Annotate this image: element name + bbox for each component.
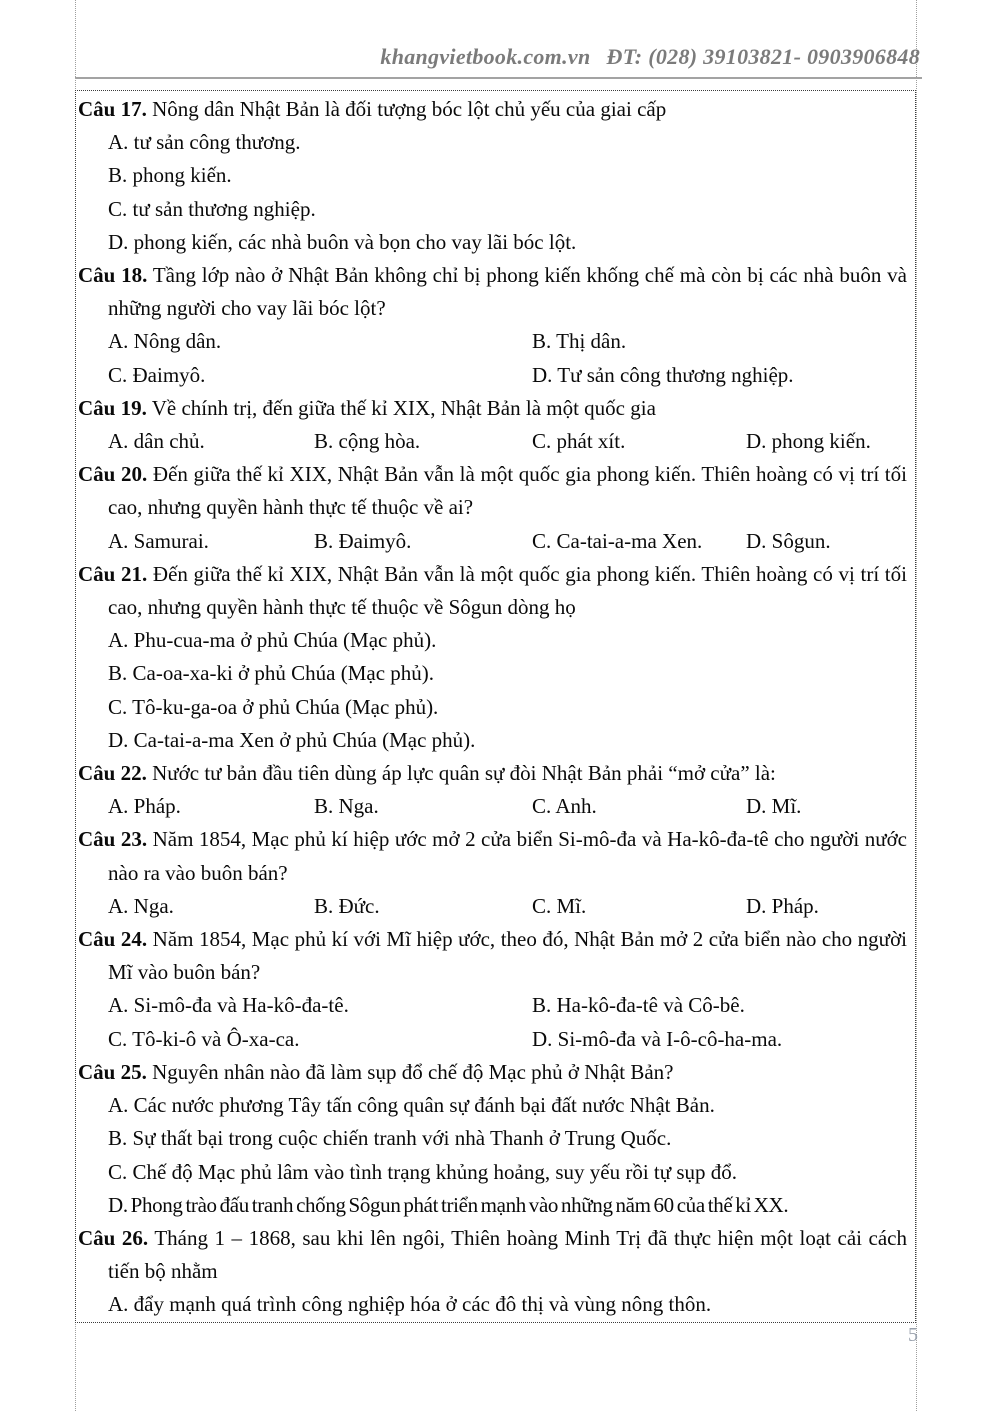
question-body: Về chính trị, đến giữa thế kỉ XIX, Nhật Bản là một quốc gia [151, 395, 656, 420]
page-number: 5 [908, 1324, 918, 1346]
option: A. Samurai. [108, 528, 209, 553]
question-number: Câu 18. [78, 263, 148, 288]
option: A. Si-mô-đa và Ha-kô-đa-tê. [108, 993, 349, 1018]
question-number: Câu 19. [78, 395, 147, 420]
option: B. cộng hòa. [314, 429, 421, 454]
question-block [78, 823, 907, 923]
option: D. Sôgun. [746, 528, 831, 553]
question-number: Câu 25. [78, 1059, 147, 1084]
question-text [78, 93, 907, 126]
option: D. Phong trào đấu tranh chống Sôgun phát triển mạnh vào những năm 60 của thế kỉ XX. [108, 1192, 789, 1217]
question-text [78, 823, 907, 889]
question-text [78, 458, 907, 524]
question-body: Tầng lớp nào ở Nhật Bản không chỉ bị phong kiến khống chế mà còn bị các nhà buôn và những người cho vay lãi bóc lột? [108, 263, 907, 321]
option: A. Phu-cua-ma ở phủ Chúa (Mạc phủ). [108, 628, 437, 653]
option: D. Si-mô-đa và I-ô-cô-ha-ma. [532, 1026, 783, 1051]
question-block [78, 757, 907, 823]
option: B. phong kiến. [108, 163, 232, 188]
option: A. đẩy mạnh quá trình công nghiệp hóa ở các đô thị và vùng nông thôn. [108, 1292, 712, 1317]
option: D. Ca-tai-a-ma Xen ở phủ Chúa (Mạc phủ). [108, 727, 476, 752]
option: D. phong kiến, các nhà buôn và bọn cho vay lãi bóc lột. [108, 229, 577, 254]
option: C. phát xít. [532, 429, 626, 454]
option: C. Tô-ki-ô và Ô-xa-ca. [108, 1026, 300, 1051]
option: C. tư sản thương nghiệp. [108, 196, 316, 221]
question-block [78, 259, 907, 392]
question-body: Nông dân Nhật Bản là đối tượng bóc lột chủ yếu của giai cấp [152, 97, 667, 121]
question-block [78, 392, 907, 458]
question-text [78, 558, 907, 624]
question-block [78, 923, 907, 1056]
header-divider-line [75, 77, 922, 79]
option: D. Mĩ. [746, 794, 802, 819]
question-body: Năm 1854, Mạc phủ kí với Mĩ hiệp ước, theo đó, Nhật Bản mở 2 cửa biển nào cho người Mĩ vào buôn bán? [108, 927, 908, 985]
question-text [78, 1056, 907, 1089]
option: D. phong kiến. [746, 429, 871, 454]
options-list [78, 989, 907, 1055]
option: B. Đức. [314, 893, 380, 918]
option: B. Nga. [314, 794, 379, 819]
question-block [78, 558, 907, 757]
question-body: Năm 1854, Mạc phủ kí hiệp ước mở 2 cửa biển Si-mô-đa và Ha-kô-đa-tê cho người nước nào ra vào buôn bán? [108, 827, 907, 885]
question-block [78, 93, 907, 259]
question-body: Tháng 1 – 1868, sau khi lên ngôi, Thiên hoàng Minh Trị đã thực hiện một loạt cải cách tiến bộ nhằm [108, 1225, 908, 1284]
question-number: Câu 24. [78, 927, 148, 952]
option: C. Mĩ. [532, 893, 587, 918]
options-list [78, 126, 907, 259]
page-margin-right-line [916, 0, 917, 1411]
question-number: Câu 17. [78, 97, 147, 121]
questions-box [75, 90, 916, 1323]
question-body: Nguyên nhân nào đã làm sụp đổ chế độ Mạc phủ ở Nhật Bản? [152, 1059, 674, 1084]
options-list [78, 1089, 907, 1222]
option: C. Tô-ku-ga-oa ở phủ Chúa (Mạc phủ). [108, 694, 439, 719]
header-website: khangvietbook.com.vn [380, 44, 591, 69]
option: A. Nga. [108, 893, 174, 918]
question-block [78, 1222, 907, 1322]
option: B. Sự thất bại trong cuộc chiến tranh với nhà Thanh ở Trung Quốc. [108, 1126, 672, 1151]
page-header [75, 42, 920, 72]
option: C. Anh. [532, 794, 597, 819]
options-list [78, 1288, 907, 1321]
option: A. Pháp. [108, 794, 181, 819]
question-text [78, 757, 907, 790]
question-text [78, 923, 907, 989]
question-block [78, 458, 907, 558]
question-text [78, 392, 907, 425]
question-number: Câu 21. [78, 561, 148, 586]
option: B. Thị dân. [532, 329, 627, 354]
question-body: Nước tư bản đầu tiên dùng áp lực quân sự đòi Nhật Bản phải “mở cửa” là: [152, 761, 776, 786]
header-phone: ĐT: (028) 39103821- 0903906848 [606, 44, 920, 69]
option: A. dân chủ. [108, 429, 205, 454]
question-number: Câu 20. [78, 462, 148, 487]
options-list [78, 890, 907, 923]
options-list [78, 325, 907, 391]
option: C. Ca-tai-a-ma Xen. [532, 528, 703, 553]
options-list [78, 425, 907, 458]
option: A. Các nước phương Tây tấn công quân sự đánh bại đất nước Nhật Bản. [108, 1093, 715, 1118]
option: A. Nông dân. [108, 329, 222, 354]
question-body: Đến giữa thế kỉ XIX, Nhật Bản vẫn là một quốc gia phong kiến. Thiên hoàng có vị trí tối cao, nhưng quyền hành thực tế thuộc về ai? [108, 462, 907, 520]
option: C. Chế độ Mạc phủ lâm vào tình trạng khủng hoảng, suy yếu rồi tự sụp đổ. [108, 1159, 738, 1184]
options-list [78, 624, 907, 757]
options-list [78, 525, 907, 558]
question-number: Câu 26. [78, 1225, 149, 1250]
option: B. Ca-oa-xa-ki ở phủ Chúa (Mạc phủ). [108, 661, 435, 686]
option: D. Tư sản công thương nghiệp. [532, 362, 794, 387]
question-number: Câu 22. [78, 761, 147, 786]
question-number: Câu 23. [78, 827, 148, 852]
question-text [78, 1222, 907, 1288]
options-list [78, 790, 907, 823]
option: B. Ha-kô-đa-tê và Cô-bê. [532, 993, 745, 1018]
question-body: Đến giữa thế kỉ XIX, Nhật Bản vẫn là một quốc gia phong kiến. Thiên hoàng có vị trí tối cao, nhưng quyền hành thực tế thuộc về Sôgun dòng họ [108, 561, 907, 620]
option: B. Đaimyô. [314, 528, 412, 553]
option: C. Đaimyô. [108, 362, 206, 387]
option: D. Pháp. [746, 893, 819, 918]
question-block [78, 1056, 907, 1222]
option: A. tư sản công thương. [108, 130, 301, 155]
question-text [78, 259, 907, 325]
